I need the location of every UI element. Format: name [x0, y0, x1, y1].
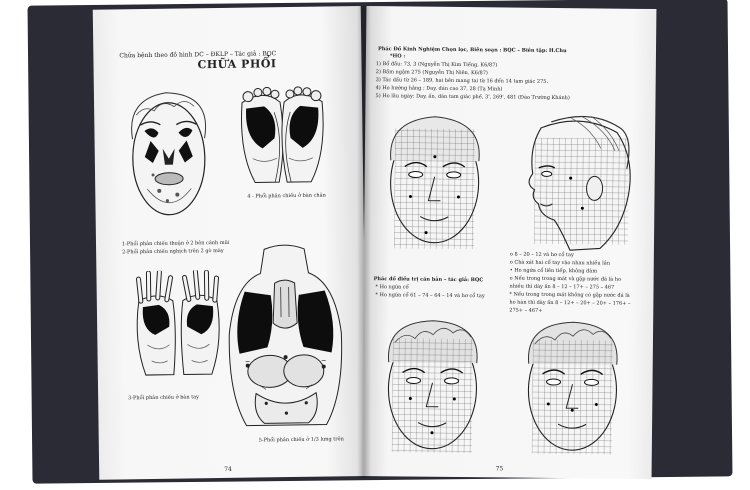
hands-lung-reflex-figure	[130, 270, 227, 381]
left-page-number: 74	[224, 465, 232, 473]
remedy-item: 4) Ho hướng hằng : Day, dán cao 37, 28 (Tạ Minh)	[375, 85, 503, 93]
note-line: ho hàn thì dày ấn 8 – 12+ – 20+ – 20+ – 176+ –	[509, 299, 631, 307]
back-lung-reflex-figure	[224, 242, 347, 430]
right-page-number: 75	[495, 465, 504, 473]
right-page	[362, 6, 657, 479]
note-line: • Ho ngứa cổ liên tiếp, không đàm	[509, 267, 598, 275]
face-acupoint-grid-profile	[510, 108, 642, 259]
note-line: 275+ – 467+	[509, 307, 543, 314]
note-line: nhiều thì dày ấn 8 – 12 – 17+ – 275 – 467	[509, 283, 615, 291]
left-page-title: CHỮA PHỔI	[197, 57, 277, 72]
remedy-item: 2) Bấm ngậm 275 (Nguyễn Thị Niên, K6/87)	[375, 69, 488, 77]
face-lung-reflex-figure	[116, 78, 223, 229]
treatment-line: * Ho ngứa cổ	[375, 284, 409, 291]
caption-feet: 4 - Phổi phản chiếu ở bàn chân	[247, 192, 326, 200]
caption-hands: 3-Phổi phản chiếu ở bàn tay	[128, 394, 200, 402]
right-page-header: Phác Đồ Kinh Nghiệm Chọn lọc, Biên soạn : BQC – Biên tập: H.Chu	[377, 46, 567, 55]
treatment-line: * Ho ngứa cổ 61 – 74 – 64 – 14 và hơ cổ tay	[375, 292, 485, 300]
treatment-title: Phác đồ điều trị căn bản – tác giả: BQC	[373, 276, 484, 284]
caption-brows: 2-Phổi phản chiếu nghịch trên 2 gò mày	[122, 247, 224, 256]
caption-back: 5-Phổi phản chiếu ở 1/3 lưng trên	[258, 436, 344, 444]
caption-nose: 1-Phổi phản chiếu thuận ở 2 bên cánh mũi	[121, 239, 230, 248]
remedy-item: 5) Ho lâu ngày: Day, ấn, dán tam giác phế, 3', 269', 481 (Đào Trường Khánh)	[375, 93, 570, 102]
left-page	[93, 6, 368, 480]
book-gutter	[357, 6, 371, 478]
ho-subheading: *HO :	[389, 53, 406, 60]
note-line: o 8 – 20 – 12 và hơ cổ tay	[509, 251, 574, 259]
note-line: o Chà xát hai cổ tay vào nhau nhiều lần	[509, 259, 611, 267]
note-line: o Nếu trong trong mát và gặp nước đá là ho	[509, 275, 622, 283]
left-page-header: Chữa bệnh theo đồ hình DC – ĐKLP – Tác giả : BQC	[119, 50, 277, 60]
remedy-item: 3) Tác dấu từ 26 – 189, hai bên mang tai từ 16 đến 14 tam giác 275.	[375, 77, 549, 85]
face-acupoint-grid-bottom-left	[368, 312, 498, 459]
feet-lung-reflex-figure	[234, 81, 330, 187]
face-acupoint-grid-bottom-right	[508, 314, 638, 461]
face-acupoint-grid-front	[370, 106, 500, 257]
note-line: * Nếu trong trong mát không có gặp nước đá là	[509, 291, 630, 299]
remedy-item: 1) Bổ đầu: 73, 3 (Nguyễn Thị Kim Tiếng, K6/87)	[375, 61, 498, 69]
